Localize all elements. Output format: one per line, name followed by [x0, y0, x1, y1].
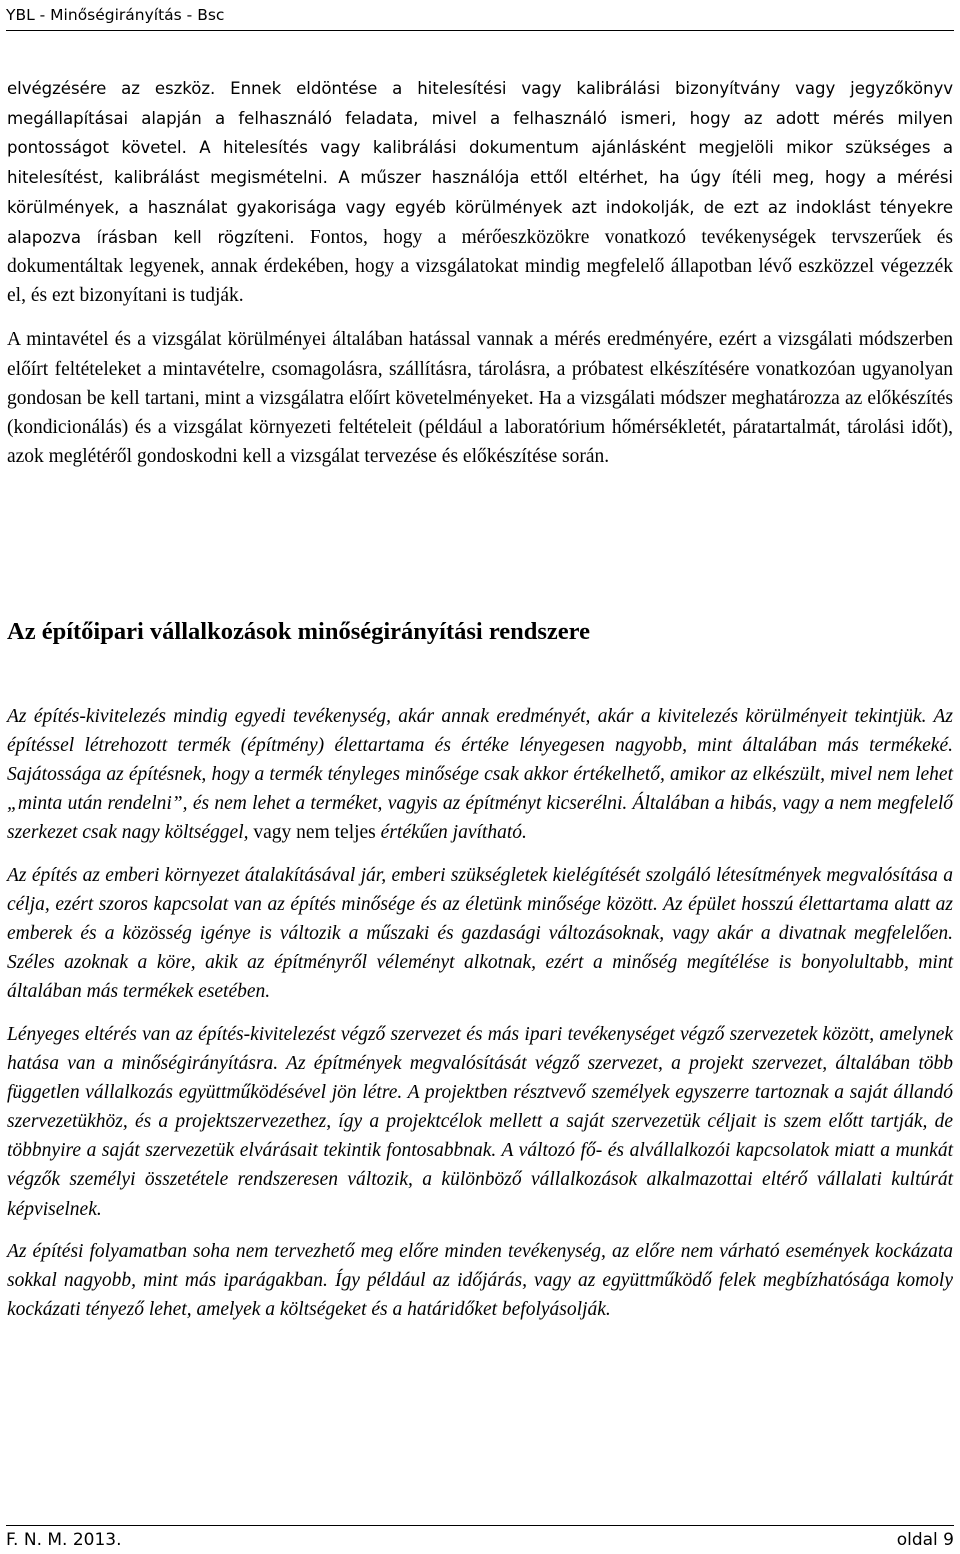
section-paragraph-1-c: értékűen javítható.: [380, 822, 527, 844]
paragraph-calibration: [7, 74, 953, 310]
page-header: [6, 2, 954, 31]
section-paragraph-4: Az építési folyamatban soha nem tervezhető meg előre minden tevékenység, az előre nem várható események kockázata sokkal nagyobb, mint más iparágakban. Így például az időjárás, vagy az együttműködő felek megbízhatósága komoly kockázati tényező lehet, amelyek a költségeket és a határidőket befolyásolják.: [7, 1241, 953, 1321]
section-paragraph-3: Lényeges eltérés van az építés-kivitelezést végző szervezet és más ipari tevékenységet végző szervezetek között, amelynek hatása van a minőségirányításra. Az építmények megvalósítását végző szervezet, a projekt szervezet, általában több független vállalkozás együttműködésével jön létre. A projektben résztvevő személyek egyszerre tartoznak a saját állandó szervezetükhöz, és a projektszervezethez, így a projektcélok mellett a saját szervezetük céljait is szem előtt tartják, de többnyire a saját szervezetük elvárásait tekintik fontosabbnak. A változó fő- és alvállalkozói kapcsolatok miatt a munkát végzők személyi összetétele rendszeresen változik, a különböző vállalkozások alkalmazottai eltérő vállalati kultúrát képviselnek.: [7, 1023, 953, 1220]
section-paragraph-1-a: Az építés-kivitelezés mindig egyedi tevékenység, akár annak eredményét, akár a kivitelezés körülményeit tekintjük. Az építéssel létrehozott termék (építmény) élettartama és értéke lényegesen nagyobb, mint általában más termékeké. Sajátossága az építésnek, hogy a termék tényleges minősége csak akkor értékelhető, amikor az elkészült, mivel nem lehet „minta után rendelni”, és nem lehet a terméket, vagyis az építményt kicserélni. Általában a hibás, vagy a nem megfelelő szerkezet csak nagy költséggel,: [7, 706, 953, 844]
header-title: YBL - Minőségirányítás - Bsc: [6, 6, 225, 24]
page-footer: [6, 1525, 954, 1552]
section-paragraph-2: Az építés az emberi környezet átalakításával jár, emberi szükségletek kielégítését szolgáló létesítmények megvalósítása a célja, ezért szoros kapcsolat van az építés minősége és az életünk minősége között. Az épület hosszú élettartama alatt az emberek és a közösség igénye is változik a műszaki és gazdasági változásoknak, vagy akár a divatnak megfelelően. Széles azoknak a köre, akik az építményről véleményt alkotnak, ezért a minőség megítélése is bonyolultabb, mint általában más termékek esetében.: [7, 864, 953, 1003]
section-paragraph-1-b: vagy nem teljes: [248, 822, 381, 844]
body-text: [7, 74, 953, 471]
page-number: oldal 9: [896, 1530, 954, 1550]
section-body: [7, 702, 953, 1324]
footer-left-text: F. N. M. 2013.: [6, 1530, 122, 1550]
paragraph-calibration-text: elvégzésére az eszköz. Ennek eldöntése a hitelesítési vagy kalibrálási bizonyítvány vagy jegyzőkönyv megállapításai alapján a felhasználó feladata, mivel a felhasználó ismeri, hogy az adott mérés milyen pontosságot követel. A hitelesítés vagy kalibrálási dokumentum ajánlásként megjelöli mikor szükséges a hitelesítést, kalibrálást megismételni. A műszer használója ettől eltérhet, ha úgy ítéli meg, hogy a mérési körülmények, a használat gyakorisága vagy egyéb körülmények azt indokolják, de ezt az indoklást tényekre alapozva írásban kell rögzíteni.: [7, 79, 953, 247]
section-title: Az építőipari vállalkozások minőségirányítási rendszere: [7, 618, 590, 645]
paragraph-calibration-tail: Fontos, hogy a mérőeszközökre vonatkozó tevékenységek tervszerűek és dokumentáltak legyenek, annak érdekében, hogy a vizsgálatokat mindig megfelelő állapotban lévő eszközzel végezzék el, és ezt bizonyítani is tudják.: [7, 226, 953, 307]
section-paragraph-1: [7, 702, 953, 847]
paragraph-sampling: A mintavétel és a vizsgálat körülményei általában hatással vannak a mérés eredményére, ezért a vizsgálati módszerben előírt feltételeket a mintavételre, csomagolásra, szállításra, tárolásra, a próbatest elkészítésére vonatkozóan ugyanolyan gondosan be kell tartani, mint a vizsgálatra előírt követelményeket. Ha a vizsgálati módszer meghatározza az előkészítés (kondicionálás) és a vizsgálat környezeti feltételeit (például a laboratórium hőmérsékletét, páratartalmát, tárolási időt), azok meglétéről gondoskodni kell a vizsgálat tervezése és előkészítése során.: [7, 329, 953, 467]
